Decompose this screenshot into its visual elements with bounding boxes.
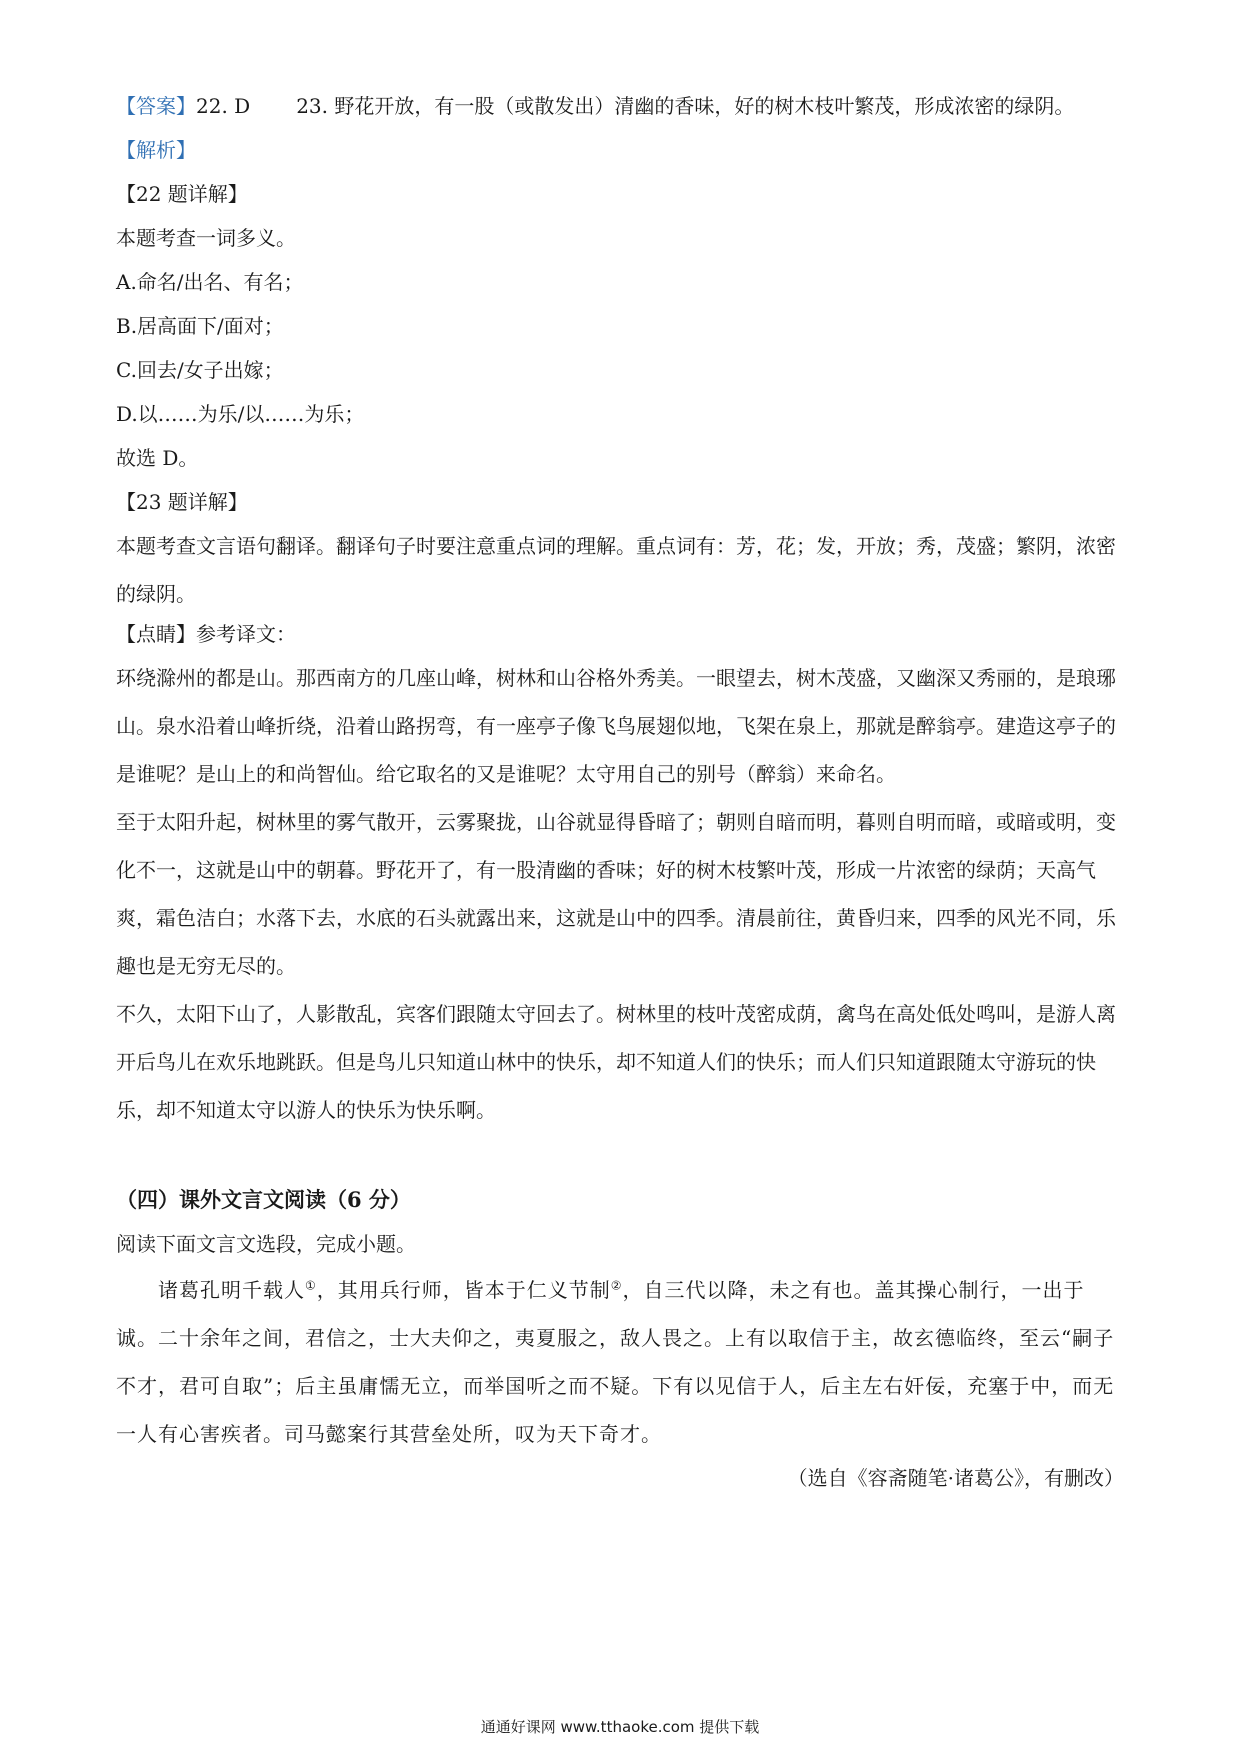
answer-line bbox=[116, 82, 1126, 130]
q22-line: D.以……为乐/以……为乐； bbox=[116, 402, 365, 426]
dianjing-heading: 【点睛】参考译文： bbox=[116, 622, 296, 646]
passage-source: （选自《容斋随笔·诸葛公》，有删改） bbox=[787, 1466, 1124, 1490]
q23-text: 本题考查文言语句翻译。翻译句子时要注意重点词的理解。重点词有：芳，花；发，开放；秀，茂盛；繁阴，浓密的绿阴。 bbox=[116, 534, 1116, 606]
q22-line: A.命名/出名、有名； bbox=[116, 270, 304, 294]
passage-part: ，其用兵行师，皆本于仁义节制 bbox=[316, 1278, 611, 1302]
section4-heading: （四）课外文言文阅读（6 分） bbox=[116, 1187, 411, 1212]
passage-part: 诸葛孔明千载人 bbox=[158, 1278, 305, 1302]
q22-line: 本题考查一词多义。 bbox=[116, 226, 296, 250]
section4-instruction: 阅读下面文言文选段，完成小题。 bbox=[116, 1232, 416, 1256]
q22-line: C.回去/女子出嫁； bbox=[116, 358, 284, 382]
answer-tag: 【答案】 bbox=[116, 94, 196, 118]
footnote-marker: ① bbox=[305, 1278, 317, 1293]
answer-q22: 22. D bbox=[196, 94, 251, 118]
translation-paragraph: 环绕滁州的都是山。那西南方的几座山峰，树林和山谷格外秀美。一眼望去，树木茂盛，又幽深又秀丽的，是琅琊山。泉水沿着山峰折绕，沿着山路拐弯，有一座亭子像飞鸟展翅似地，飞架在泉上，那就是醉翁亭。建造这亭子的是谁呢？是山上的和尚智仙。给它取名的又是谁呢？太守用自己的别号（醉翁）来命名。 bbox=[116, 666, 1116, 786]
q22-heading: 【22 题详解】 bbox=[116, 182, 248, 206]
translation-paragraph: 至于太阳升起，树林里的雾气散开，云雾聚拢，山谷就显得昏暗了；朝则自暗而明，暮则自明而暗，或暗或明，变化不一，这就是山中的朝暮。野花开了，有一股清幽的香味；好的树木枝繁叶茂，形成一片浓密的绿荫；天高气爽，霜色洁白；水落下去，水底的石头就露出来，这就是山中的四季。清晨前往，黄昏归来，四季的风光不同，乐趣也是无穷无尽的。 bbox=[116, 810, 1116, 978]
q23-heading: 【23 题详解】 bbox=[116, 490, 248, 514]
footnote-marker: ② bbox=[610, 1278, 623, 1293]
translation-paragraph: 不久，太阳下山了，人影散乱，宾客们跟随太守回去了。树林里的枝叶茂密成荫，禽鸟在高处低处鸣叫，是游人离开后鸟儿在欢乐地跳跃。但是鸟儿只知道山林中的快乐，却不知道人们的快乐；而人们只知道跟随太守游玩的快乐，却不知道太守以游人的快乐为快乐啊。 bbox=[116, 1002, 1116, 1122]
analysis-tag: 【解析】 bbox=[116, 138, 196, 162]
q22-line: B.居高面下/面对； bbox=[116, 314, 284, 338]
q22-line: 故选 D。 bbox=[116, 446, 199, 470]
page-footer: 通通好课网 www.tthaoke.com 提供下载 bbox=[480, 1718, 760, 1736]
classical-passage bbox=[116, 1266, 1126, 1458]
answer-q23: 23. 野花开放，有一股（或散发出）清幽的香味，好的树木枝叶繁茂，形成浓密的绿阴。 bbox=[296, 94, 1075, 118]
passage-part: ，自三代以降，未之有也。盖其操心制行，一出于诚。二十余年之间，君信之，士大夫仰之，夷夏服之，敌人畏之。上有以取信于主，故玄德临终，至云“嗣子不才，君可自取”；后主虽庸懦无立，而举国听之而不疑。下有以见信于人，后主左右奸佞，充塞于中，而无一人有心害疾者。司马懿案行其营垒处所，叹为天下奇才。 bbox=[116, 1278, 1115, 1446]
translation-body bbox=[116, 654, 1126, 1134]
